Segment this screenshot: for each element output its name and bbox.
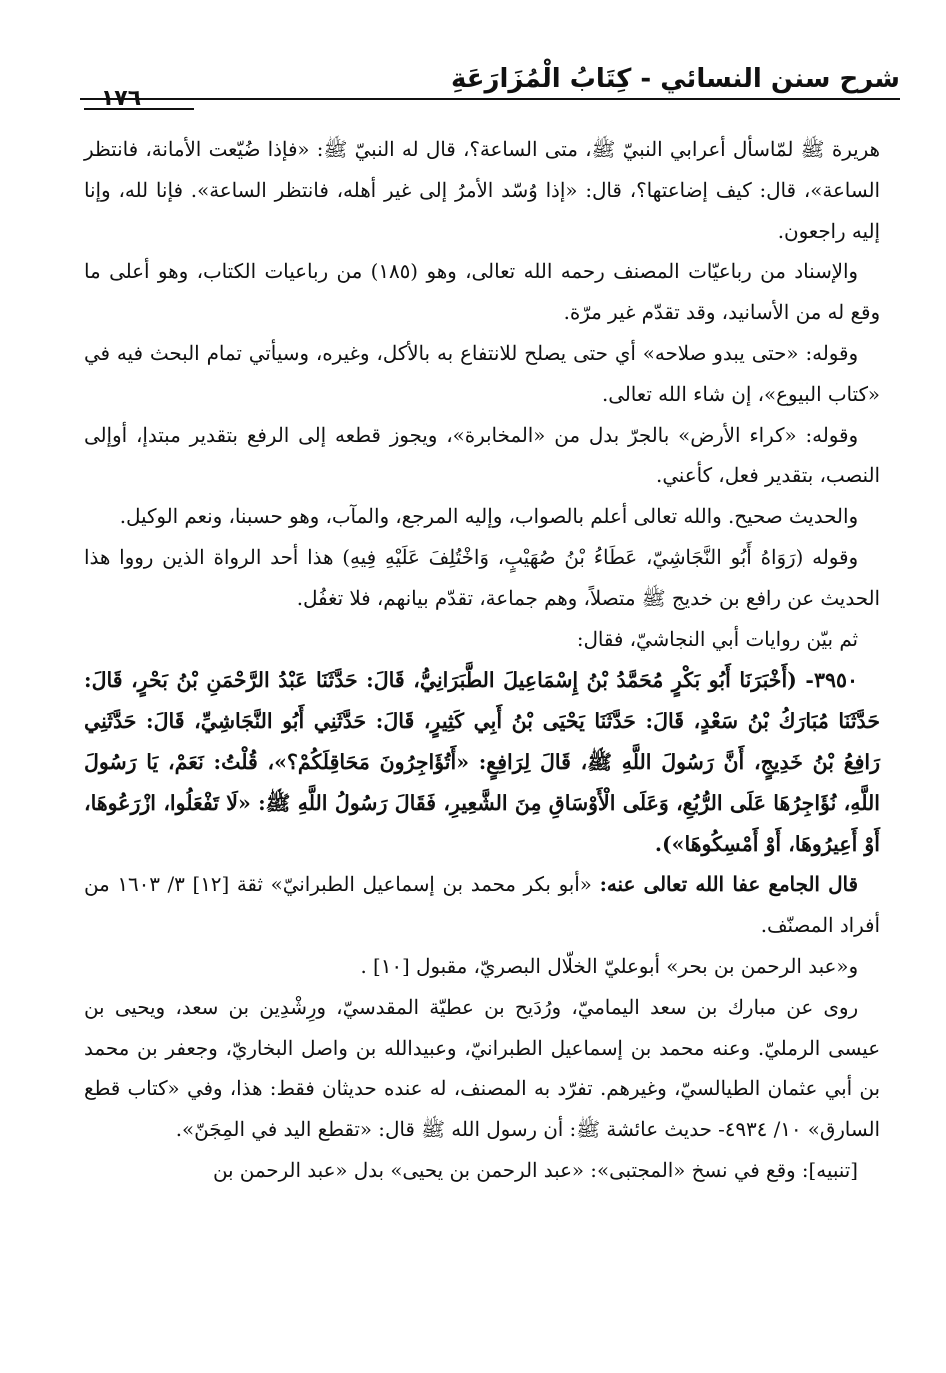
paragraph: ثم بيّن روايات أبي النجاشيّ، فقال: — [576, 627, 858, 651]
hadith-text: ٣٩٥٠- (أَخْبَرَنَا أَبُو بَكْرٍ مُحَمَّدُ بْنُ إِسْمَاعِيلَ الطَّبَرَانِيُّ، قَالَ: حَدَّثَنَا عَبْدُ الرَّحْمَنِ بْنُ بَحْرٍ، قَالَ: حَدَّثَنَا مُبَارَكُ بْنُ سَعْدٍ، قَالَ: حَدَّثَنَا يَحْيَى بْنُ أَبِي كَثِيرٍ، قَالَ: حَدَّثَنِي أَبُو النَّجَاشِيِّ، قَالَ: حَدَّثَنِي رَافِعُ بْنُ خَدِيجٍ، أَنَّ رَسُولَ اللَّهِ ﷺ، قَالَ لِرَافِعٍ: «أَتُؤَاجِرُونَ مَحَاقِلَكُمْ؟»، قُلْتُ: نَعَمْ، يَا رَسُولَ اللَّهِ، نُؤَاجِرُهَا عَلَى الرُّبُعِ، وَعَلَى الْأَوْسَاقِ مِنَ الشَّعِيرِ، فَقَالَ رَسُولُ اللَّهِ ﷺ: «لَا تَفْعَلُوا، ازْرَعُوهَا، أَوْ أَعِيرُوهَا، أَوْ أَمْسِكُوهَا»). — [84, 668, 880, 856]
paragraph: [تنبيه]: وقع في نسخ «المجتبى»: «عبد الرحمن بن يحيى» بدل «عبد الرحمن بن — [212, 1158, 858, 1182]
paragraph: وقوله: «حتى يبدو صلاحه» أي حتى يصلح للانتفاع به بالأكل، وغيره، وسيأتي تمام البحث فيه في «كتاب البيوع»، إن شاء الله تعالى. — [84, 341, 880, 406]
commentary-text: «أبو بكر محمد بن إسماعيل الطبرانيّ» ثقة [١٢] ٣/ ١٦٠٣ من أفراد المصنّف. — [84, 873, 880, 938]
paragraph: روى عن مبارك بن سعد اليماميّ، ورُدَيح بن عطيّة المقدسيّ، ورِشْدِين بن سعد، ويحيى بن عيسى الرمليّ. وعنه محمد بن إسماعيل الطبرانيّ، وعبيدالله بن واصل البخاريّ، وجعفر بن محمد بن أبي عثمان الطيالسيّ، وغيرهم. تفرّد به المصنف، له عنده حديثان فقط: هذا، وفي «كتاب قطع السارق» ١٠/ ٤٩٣٤- حديث عائشة ﷺ: أن رسول الله ﷺ قال: «تقطع اليد في المِجَنّ». — [84, 995, 880, 1142]
paragraph: وقوله: «كراء الأرض» بالجرّ بدل من «المخابرة»، ويجوز قطعه إلى الرفع بتقدير مبتدإ، أوإلى النصب، بتقدير فعل، كأعني. — [84, 423, 880, 488]
paragraph: وقوله (رَوَاهُ أَبُو النَّجَاشِيّ، عَطَاءُ بْنُ صُهَيْبٍ، وَاخْتُلِفَ عَلَيْهِ فِيهِ) هذا أحد الرواة الذين رووا هذا الحديث عن رافع بن خديج ﷺ متصلاً، وهم جماعة، تقدّم بيانهم، فلا تغفُل. — [84, 545, 880, 610]
paragraph: هريرة ﷺ لمّاسأل أعرابي النبيّ ﷺ، متى الساعة؟، قال له النبيّ ﷺ: «فإذا ضُيّعت الأمانة، فانتظر الساعة»، قال: كيف إضاعتها؟، قال: «إذا وُسّد الأمرُ إلى غير أهله، فانتظر الساعة». فإنا لله، وإنا إليه راجعون. — [84, 138, 880, 243]
page-body — [84, 130, 880, 1333]
header-rule — [80, 98, 900, 100]
commentary-lead: قال الجامع عفا الله تعالى عنه: — [599, 872, 858, 897]
page-header — [80, 60, 900, 110]
page-number: ١٧٦ — [100, 86, 142, 111]
running-title: شرح سنن النسائي - كِتَابُ الْمُزَارَعَةِ — [451, 64, 900, 94]
paragraph: و«عبد الرحمن بن بحر» أبوعليّ الخلّال البصريّ، مقبول [١٠] . — [360, 954, 858, 978]
paragraph: والإسناد من رباعيّات المصنف رحمه الله تعالى، وهو (١٨٥) من رباعيات الكتاب، وهو أعلى ما وقع له من الأسانيد، وقد تقدّم غير مرّة. — [84, 260, 880, 325]
commentary-paragraph — [84, 864, 880, 947]
paragraph: والحديث صحيح. والله تعالى أعلم بالصواب، وإليه المرجع، والمآب، وهو حسبنا، ونعم الوكيل. — [119, 505, 858, 529]
